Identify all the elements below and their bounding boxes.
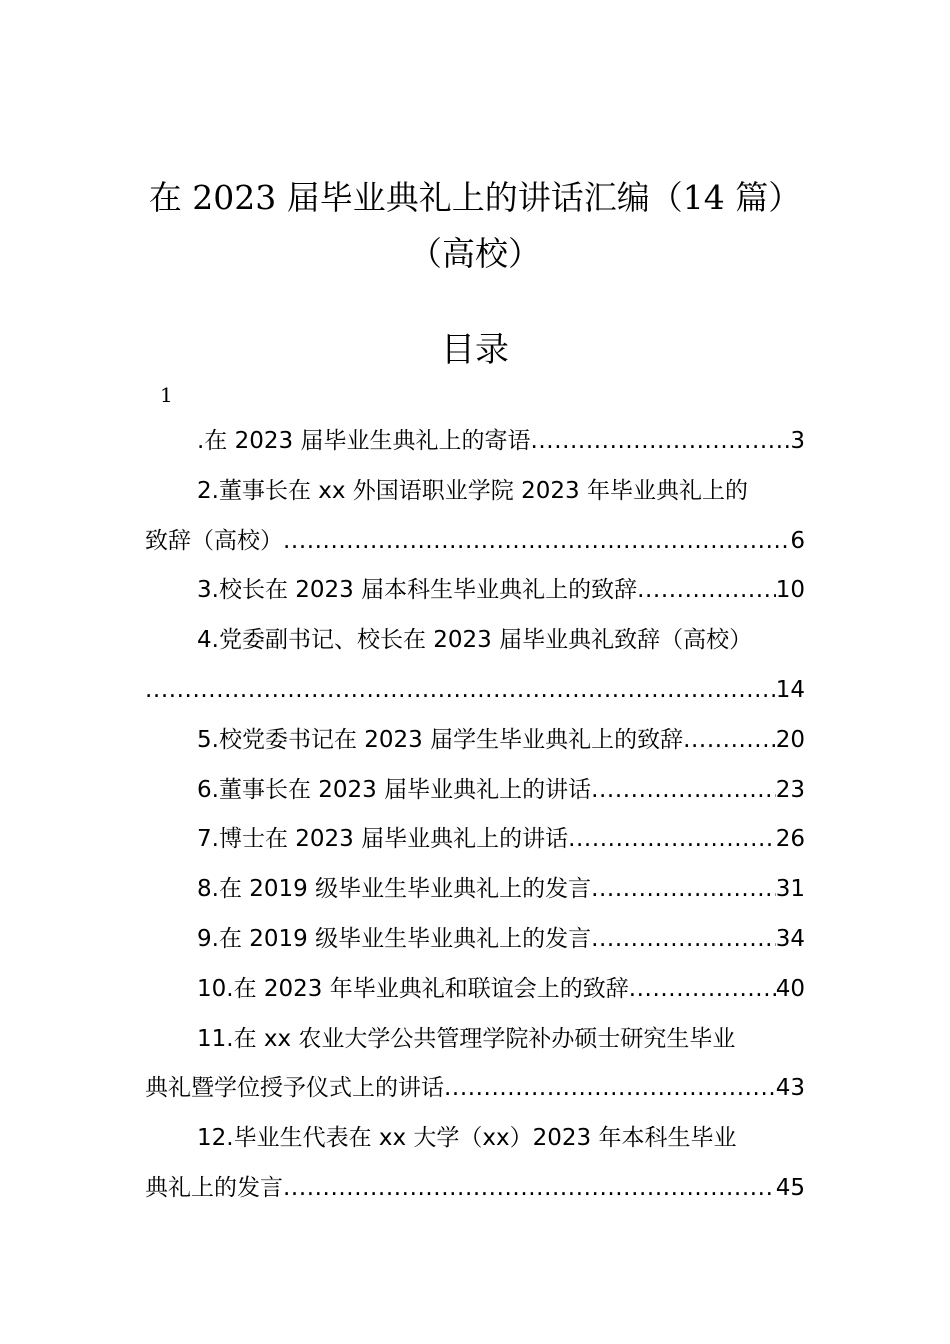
toc-entry-page: 26 <box>775 826 805 853</box>
toc-entry-page: 3 <box>790 428 805 454</box>
toc-entry-title: 2.董事长在 xx 外国语职业学院 2023 年毕业典礼上的 <box>197 477 748 504</box>
toc-leader-dots <box>683 716 776 766</box>
toc-entry[interactable] <box>145 815 805 865</box>
toc-leader-dots <box>444 1064 776 1114</box>
toc-entry-title-continued: 典礼暨学位授予仪式上的讲话 <box>145 1075 444 1102</box>
toc-entry[interactable] <box>145 566 805 616</box>
toc-entry[interactable] <box>145 965 805 1015</box>
toc-entry-page: 43 <box>775 1075 805 1102</box>
toc-leader-dots <box>283 1164 776 1214</box>
toc-heading: 目录 <box>441 330 509 370</box>
toc-leader-dots <box>591 766 776 816</box>
toc-entry-title: 7.博士在 2023 届毕业典礼上的讲话 <box>197 826 569 853</box>
toc-entry-title: 4.党委副书记、校长在 2023 届毕业典礼致辞（高校） <box>197 627 753 654</box>
toc-entry-page: 45 <box>775 1174 805 1201</box>
toc-entry[interactable] <box>145 716 805 766</box>
toc-entry-title-continued: 致辞（高校） <box>145 527 283 554</box>
toc-entry-title: 10.在 2023 年毕业典礼和联谊会上的致辞 <box>197 975 629 1002</box>
toc-entry[interactable] <box>145 915 805 965</box>
toc-leader-dots <box>637 566 776 616</box>
toc-leader-dots <box>530 417 790 467</box>
toc-entry-page: 40 <box>775 975 805 1002</box>
toc-entry-title: 9.在 2019 级毕业生毕业典礼上的发言 <box>197 925 592 952</box>
toc-leader-dots <box>591 865 776 915</box>
document-title-line-2: （高校） <box>409 234 541 273</box>
toc-entry[interactable] <box>145 417 805 467</box>
toc-leader-dots <box>145 666 776 716</box>
toc-entry[interactable] <box>145 865 805 915</box>
toc-entry[interactable] <box>145 467 805 567</box>
toc-entry-page: 6 <box>790 527 805 554</box>
toc-leader-dots <box>283 517 790 567</box>
toc-leader-dots <box>629 965 776 1015</box>
toc-entry-page: 23 <box>775 776 805 803</box>
toc-entry-page: 31 <box>775 876 805 903</box>
page-marker: 1 <box>160 383 173 407</box>
document-title-line-1: 在 2023 届毕业典礼上的讲话汇编（14 篇） <box>148 178 802 217</box>
toc-entry-title: 3.校长在 2023 届本科生毕业典礼上的致辞 <box>197 577 638 604</box>
toc-entry-title-continued: 典礼上的发言 <box>145 1174 283 1201</box>
toc-entry-title: 6.董事长在 2023 届毕业典礼上的讲话 <box>197 776 592 803</box>
table-of-contents <box>145 417 805 1214</box>
toc-entry[interactable] <box>145 1114 805 1214</box>
toc-leader-dots <box>568 815 776 865</box>
toc-entry[interactable] <box>145 1015 805 1115</box>
toc-entry[interactable] <box>145 766 805 816</box>
toc-entry-title: 12.毕业生代表在 xx 大学（xx）2023 年本科生毕业 <box>197 1125 737 1152</box>
toc-entry-page: 10 <box>775 577 805 604</box>
toc-entry-title: 5.校党委书记在 2023 届学生毕业典礼上的致辞 <box>197 726 684 753</box>
toc-entry-title: 11.在 xx 农业大学公共管理学院补办硕士研究生毕业 <box>197 1025 736 1052</box>
toc-leader-dots <box>591 915 776 965</box>
toc-entry-title: 8.在 2019 级毕业生毕业典礼上的发言 <box>197 876 592 903</box>
toc-entry-title: .在 2023 届毕业生典礼上的寄语 <box>197 428 531 454</box>
toc-entry-page: 14 <box>775 676 805 703</box>
toc-entry-page: 34 <box>775 925 805 952</box>
toc-entry[interactable] <box>145 616 805 716</box>
toc-entry-page: 20 <box>775 726 805 753</box>
